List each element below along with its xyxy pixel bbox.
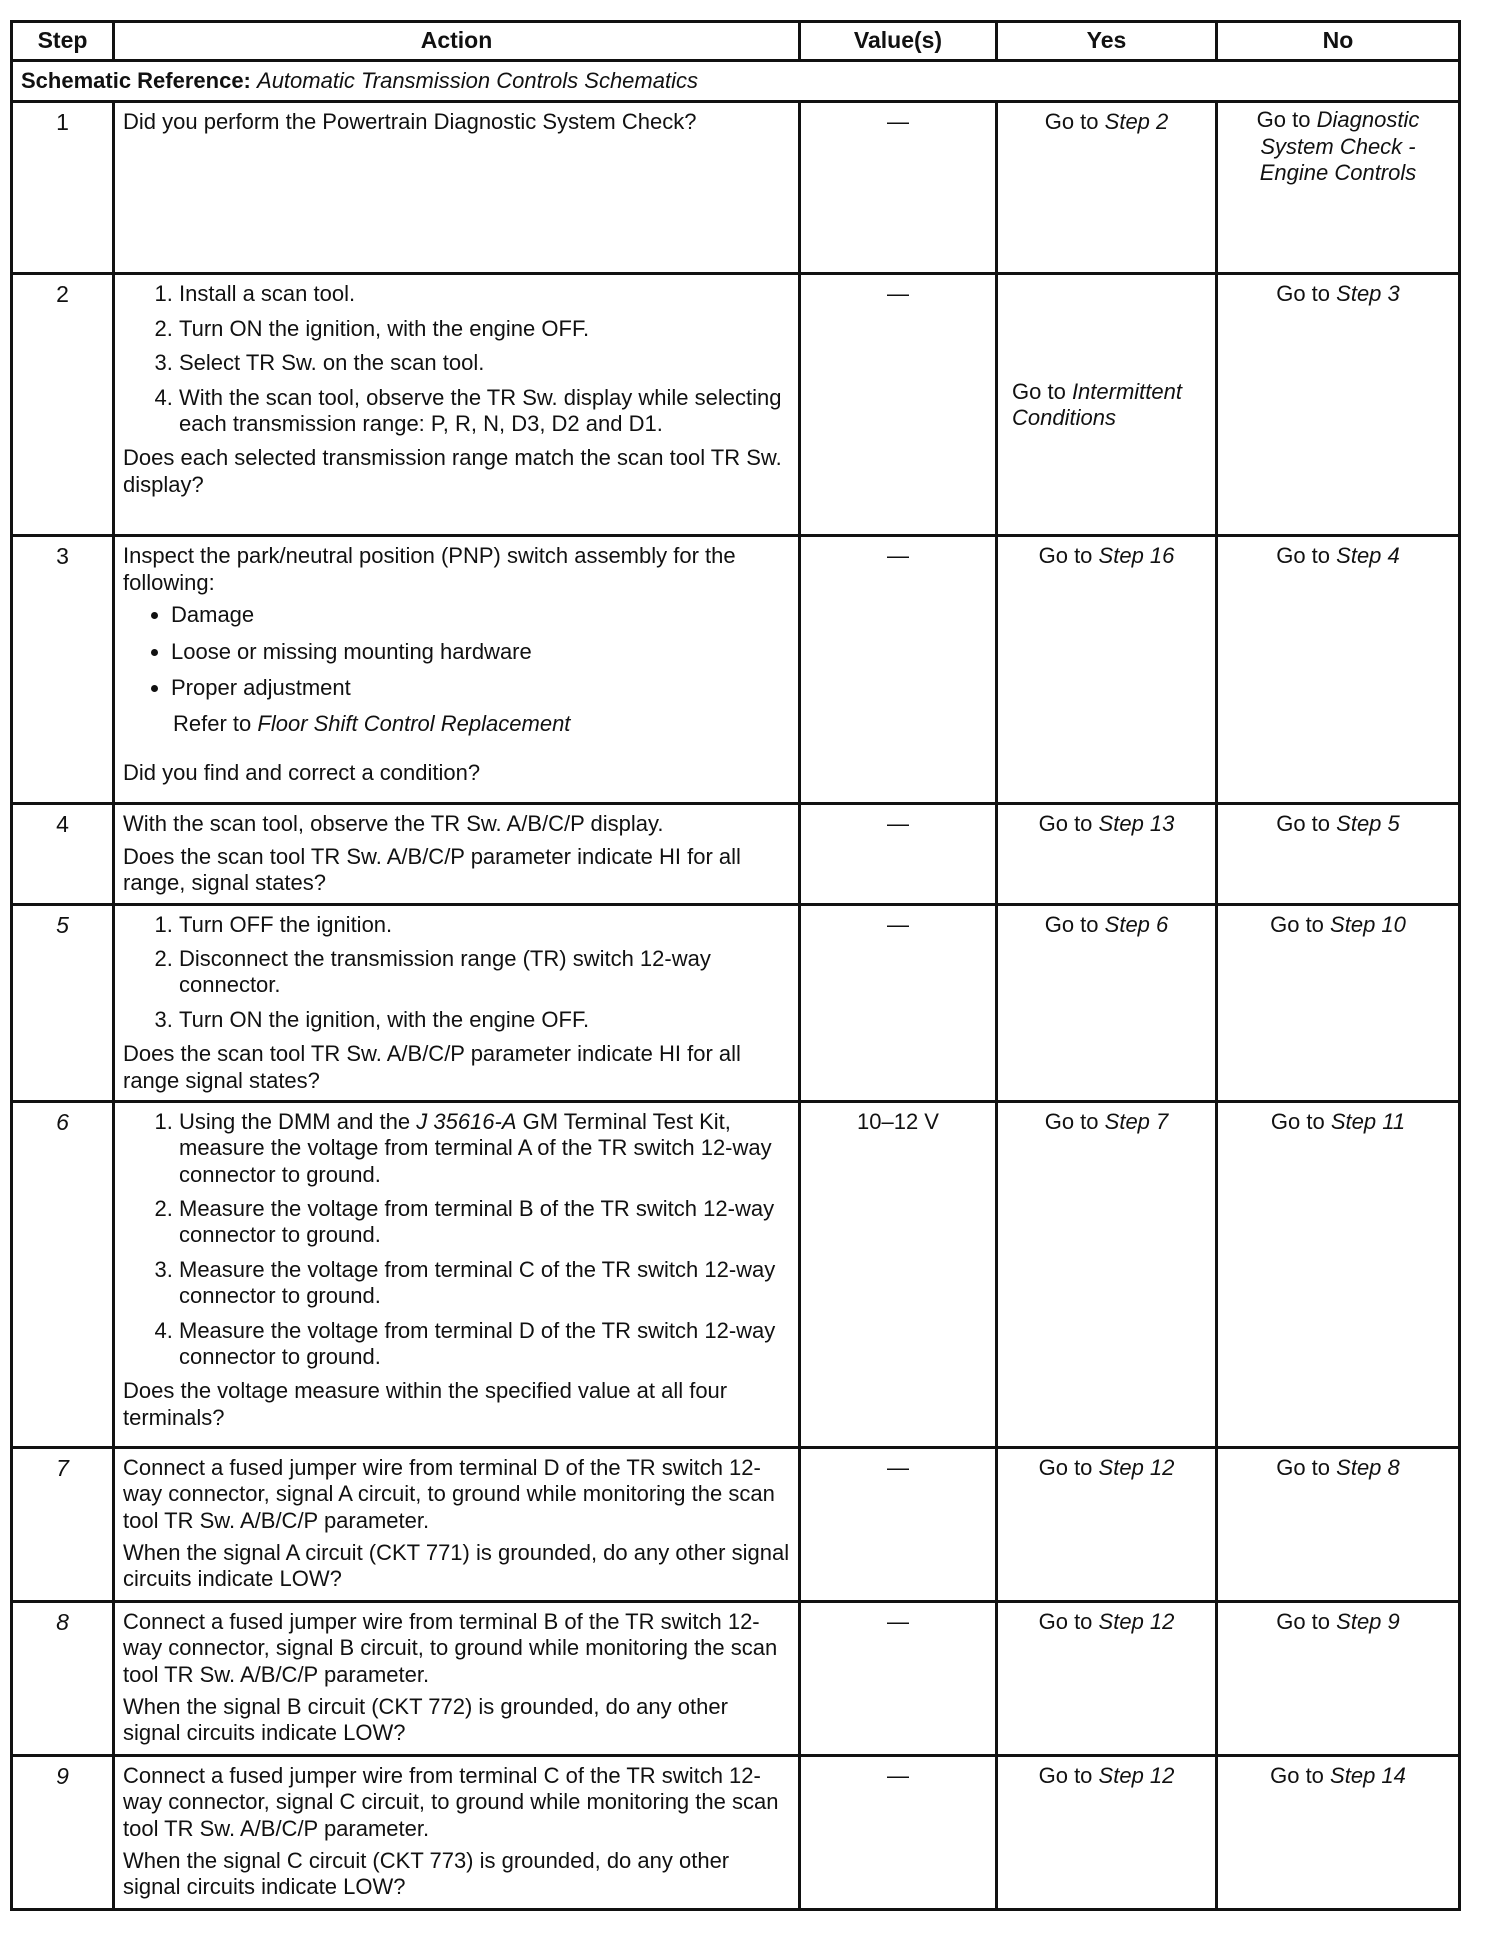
no-cell[interactable] xyxy=(1217,904,1460,1101)
go-to-label: Go to xyxy=(1012,378,1066,404)
table-row xyxy=(12,536,1460,804)
header-values: Value(s) xyxy=(800,22,997,61)
yes-target-link[interactable]: Step 12 xyxy=(1098,1608,1175,1634)
yes-cell[interactable] xyxy=(997,1447,1217,1601)
yes-cell[interactable] xyxy=(997,1601,1217,1755)
value-cell: — xyxy=(800,274,997,536)
go-to-label: Go to xyxy=(1038,543,1093,569)
step-intro: Connect a fused jumper wire from terminal C of the TR switch 12-way connector, signal C circuit, to ground while monitoring the scan tool TR Sw. A/B/C/P parameter. xyxy=(123,1762,779,1841)
header-row xyxy=(12,22,1460,61)
step-question: Did you find and correct a condition? xyxy=(123,759,481,785)
step-question: Does each selected transmission range match the scan tool TR Sw. display? xyxy=(123,445,782,497)
table-row xyxy=(12,1447,1460,1601)
action-text: GM Terminal Test Kit, measure the voltage from terminal A of the TR switch 12-way connector to ground. xyxy=(179,1108,772,1187)
step-question: Does the scan tool TR Sw. A/B/C/P parameter indicate HI for all range signal states? xyxy=(123,1041,741,1093)
no-cell[interactable] xyxy=(1217,536,1460,804)
action-item: 2. Turn ON the ignition, with the engine OFF. xyxy=(179,316,790,342)
value-cell: 10–12 V xyxy=(800,1101,997,1447)
go-to-label: Go to xyxy=(1276,1454,1331,1480)
header-action: Action xyxy=(114,22,800,61)
action-item: 1. Turn OFF the ignition. xyxy=(179,912,790,938)
action-list xyxy=(123,281,790,437)
action-cell xyxy=(114,274,800,536)
action-item: 1. Install a scan tool. xyxy=(179,281,790,307)
no-target-link[interactable]: Step 4 xyxy=(1336,543,1400,569)
action-item: 2. Disconnect the transmission range (TR) switch 12-way connector. xyxy=(179,946,790,999)
table-row xyxy=(12,1101,1460,1447)
go-to-label: Go to xyxy=(1044,911,1099,937)
action-item: 4. With the scan tool, observe the TR Sw. display while selecting each transmission range: P, R, N, D3, D2 and D1. xyxy=(179,385,790,438)
go-to-label: Go to xyxy=(1276,543,1331,569)
no-target-link[interactable]: Step 11 xyxy=(1330,1108,1406,1134)
step-intro: With the scan tool, observe the TR Sw. A/B/C/P display. xyxy=(123,811,664,837)
table-row xyxy=(12,1755,1460,1909)
go-to-label: Go to xyxy=(1276,1608,1331,1634)
no-cell[interactable] xyxy=(1217,1601,1460,1755)
value-cell: — xyxy=(800,1755,997,1909)
go-to-label: Go to xyxy=(1276,281,1331,307)
value-cell: — xyxy=(800,904,997,1101)
no-target-link[interactable]: Diagnostic System Check - Engine Controls xyxy=(1259,107,1420,186)
header-no: No xyxy=(1217,22,1460,61)
action-cell xyxy=(114,102,800,274)
go-to-label: Go to xyxy=(1038,1762,1093,1788)
action-cell xyxy=(114,804,800,904)
action-cell xyxy=(114,536,800,804)
step-number: 3 xyxy=(12,536,114,804)
action-item xyxy=(179,1109,790,1188)
go-to-label: Go to xyxy=(1270,1108,1325,1134)
action-cell xyxy=(114,1447,800,1601)
yes-target-link[interactable]: Intermittent Conditions xyxy=(1012,378,1182,430)
diagnostic-table xyxy=(10,20,1461,1911)
value-cell: — xyxy=(800,102,997,274)
go-to-label: Go to xyxy=(1044,1108,1099,1134)
step-number: 9 xyxy=(12,1755,114,1909)
refer-prefix: Refer to xyxy=(173,711,252,737)
value-cell: — xyxy=(800,804,997,904)
no-cell[interactable] xyxy=(1217,1755,1460,1909)
step-intro: Connect a fused jumper wire from terminal B of the TR switch 12-way connector, signal B circuit, to ground while monitoring the scan tool TR Sw. A/B/C/P parameter. xyxy=(123,1608,778,1687)
value-cell: — xyxy=(800,1447,997,1601)
tool-reference: J 35616-A xyxy=(416,1108,517,1134)
yes-target-link[interactable]: Step 12 xyxy=(1098,1454,1175,1480)
step-question: Does the voltage measure within the specified value at all four terminals? xyxy=(123,1378,728,1430)
yes-cell[interactable] xyxy=(997,1755,1217,1909)
step-number: 1 xyxy=(12,102,114,274)
action-item: 2. Measure the voltage from terminal B of the TR switch 12-way connector to ground. xyxy=(179,1196,790,1249)
no-cell[interactable] xyxy=(1217,102,1460,274)
value-cell: — xyxy=(800,1601,997,1755)
action-list xyxy=(123,1109,790,1371)
action-list xyxy=(123,912,790,1034)
step-intro: Connect a fused jumper wire from terminal D of the TR switch 12-way connector, signal A circuit, to ground while monitoring the scan tool TR Sw. A/B/C/P parameter. xyxy=(123,1454,775,1533)
diagnostic-table-page xyxy=(10,20,1458,1911)
step-number: 2 xyxy=(12,274,114,536)
go-to-label: Go to xyxy=(1038,1454,1093,1480)
go-to-label: Go to xyxy=(1256,107,1311,133)
yes-cell[interactable] xyxy=(997,102,1217,274)
step-number: 7 xyxy=(12,1447,114,1601)
step-question: When the signal A circuit (CKT 771) is grounded, do any other signal circuits indicate LOW? xyxy=(123,1540,790,1592)
go-to-label: Go to xyxy=(1038,1608,1093,1634)
table-row xyxy=(12,102,1460,274)
yes-cell[interactable] xyxy=(997,1101,1217,1447)
go-to-label: Go to xyxy=(1270,1762,1324,1788)
condition-item: • Loose or missing mounting hardware xyxy=(171,639,790,665)
yes-target-link[interactable]: Step 6 xyxy=(1104,911,1169,937)
schematic-reference-row xyxy=(12,61,1460,102)
yes-target-link[interactable]: Step 7 xyxy=(1104,1108,1169,1134)
schematic-reference xyxy=(12,61,1460,102)
yes-target-link[interactable]: Step 13 xyxy=(1098,811,1175,837)
yes-cell[interactable] xyxy=(997,274,1217,536)
action-cell xyxy=(114,904,800,1101)
action-cell xyxy=(114,1101,800,1447)
table-row xyxy=(12,1601,1460,1755)
go-to-label: Go to xyxy=(1044,109,1099,135)
go-to-label: Go to xyxy=(1270,911,1324,937)
action-text: Using the DMM and the xyxy=(179,1108,411,1134)
no-cell[interactable] xyxy=(1217,1101,1460,1447)
go-to-label: Go to xyxy=(1276,811,1331,837)
action-item: 4. Measure the voltage from terminal D of the TR switch 12-way connector to ground. xyxy=(179,1318,790,1371)
yes-cell[interactable] xyxy=(997,804,1217,904)
refer-line xyxy=(173,711,790,737)
action-item: 3. Select TR Sw. on the scan tool. xyxy=(179,350,790,376)
step-number: 4 xyxy=(12,804,114,904)
condition-item: • Damage xyxy=(171,602,790,628)
refer-link[interactable]: Floor Shift Control Replacement xyxy=(257,711,571,737)
no-target-link[interactable]: Step 3 xyxy=(1336,281,1400,307)
step-question: When the signal C circuit (CKT 773) is grounded, do any other signal circuits indicate LOW? xyxy=(123,1848,730,1900)
no-target-link[interactable]: Step 8 xyxy=(1336,1454,1400,1480)
no-cell[interactable] xyxy=(1217,274,1460,536)
step-question: Did you perform the Powertrain Diagnostic System Check? xyxy=(123,109,697,135)
step-number: 8 xyxy=(12,1601,114,1755)
yes-cell[interactable] xyxy=(997,904,1217,1101)
no-target-link[interactable]: Step 9 xyxy=(1336,1608,1400,1634)
header-step: Step xyxy=(12,22,114,61)
table-row xyxy=(12,274,1460,536)
no-target-link[interactable]: Step 10 xyxy=(1330,911,1406,937)
header-yes: Yes xyxy=(997,22,1217,61)
condition-list xyxy=(123,602,790,701)
step-intro: Inspect the park/neutral position (PNP) switch assembly for the following: xyxy=(123,543,736,595)
action-cell xyxy=(114,1601,800,1755)
schematic-reference-label: Schematic Reference: xyxy=(21,68,251,93)
no-target-link[interactable]: Step 5 xyxy=(1336,811,1400,837)
yes-target-link[interactable]: Step 16 xyxy=(1098,543,1175,569)
step-number: 5 xyxy=(12,904,114,1101)
action-cell xyxy=(114,1755,800,1909)
step-question: Does the scan tool TR Sw. A/B/C/P parameter indicate HI for all range, signal states? xyxy=(123,843,741,896)
schematic-reference-link[interactable]: Automatic Transmission Controls Schematics xyxy=(257,68,698,93)
no-target-link[interactable]: Step 14 xyxy=(1330,1762,1406,1788)
no-cell[interactable] xyxy=(1217,804,1460,904)
table-row xyxy=(12,804,1460,904)
yes-target-link[interactable]: Step 12 xyxy=(1098,1762,1175,1788)
value-cell: — xyxy=(800,536,997,804)
action-item: 3. Measure the voltage from terminal C of the TR switch 12-way connector to ground. xyxy=(179,1257,790,1310)
step-question: When the signal B circuit (CKT 772) is grounded, do any other signal circuits indicate LOW? xyxy=(123,1694,728,1746)
condition-item: • Proper adjustment xyxy=(171,675,790,701)
table-row xyxy=(12,904,1460,1101)
action-item: 3. Turn ON the ignition, with the engine OFF. xyxy=(179,1007,790,1033)
no-cell[interactable] xyxy=(1217,1447,1460,1601)
go-to-label: Go to xyxy=(1038,811,1093,837)
step-number: 6 xyxy=(12,1101,114,1447)
yes-target-link[interactable]: Step 2 xyxy=(1104,109,1169,135)
yes-cell[interactable] xyxy=(997,536,1217,804)
